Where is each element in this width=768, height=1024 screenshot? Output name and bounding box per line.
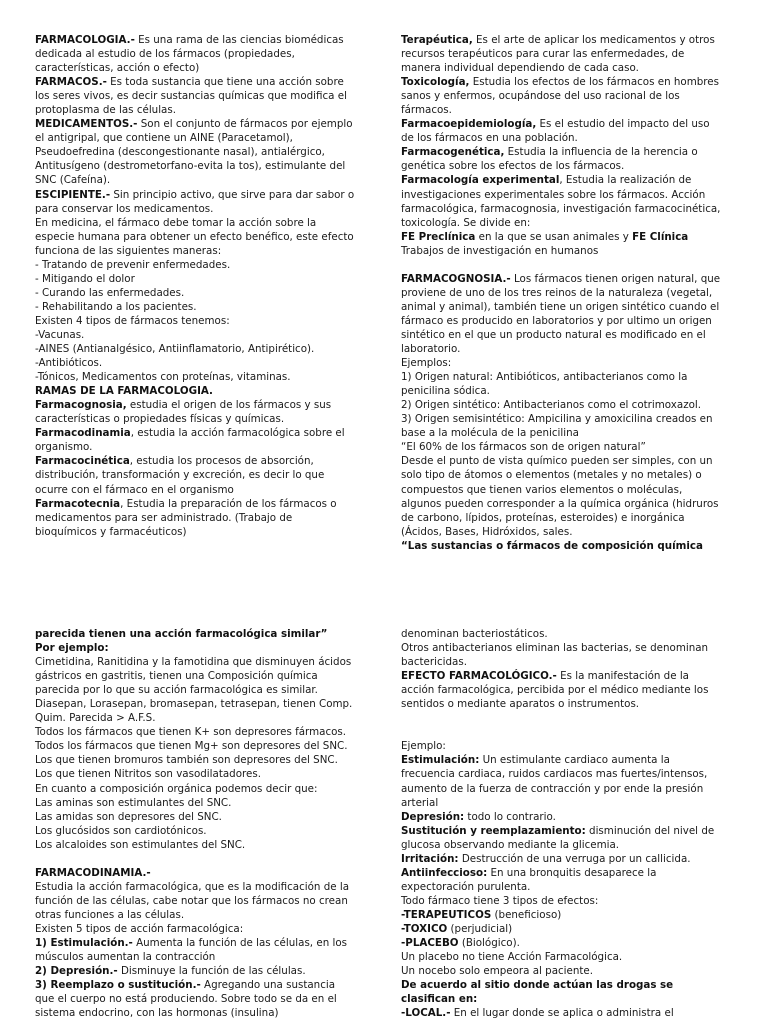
text-run: Antitusígeno (destrometorfano-evita la tos), estimulante del [35, 160, 346, 173]
text-line [35, 75, 370, 89]
text-run: - Mitigando el dolor [35, 272, 135, 285]
text-line [401, 61, 736, 75]
text-line [35, 440, 370, 454]
text-line [401, 964, 736, 978]
bold-text: Farmacotecnia [35, 497, 121, 510]
text-run: manera individual dependiendo de cada caso. [401, 62, 639, 75]
text-line [35, 739, 370, 753]
text-line [35, 258, 370, 272]
bold-text: 3) Reemplazo o sustitución.- [35, 979, 201, 992]
text-line [35, 880, 370, 894]
text-run: para conservar los medicamentos. [35, 202, 214, 215]
text-run: Cimetidina, Ranitidina y la famotidina que disminuyen ácidos [35, 656, 352, 669]
text-line [401, 328, 736, 342]
text-run: , estudia la acción farmacológica sobre el [130, 427, 345, 440]
text-run: Todos los fármacos que tienen K+ son depresores fármacos. [35, 726, 347, 739]
text-line [35, 641, 370, 655]
text-run: laboratorio. [401, 343, 461, 356]
bold-text: Sustitución y reemplazamiento: [401, 824, 586, 837]
text-run: Un nocebo solo empeora al paciente. [401, 965, 594, 978]
text-run: Los que tienen Nitritos son vasodilatadores. [35, 768, 261, 781]
text-line [401, 131, 736, 145]
text-run: Es toda sustancia que tiene una acción sobre [106, 76, 344, 89]
text-run: especie humana para obtener un efecto benéfico, este efecto [35, 230, 354, 243]
text-line [35, 824, 370, 838]
text-line [35, 936, 370, 950]
text-line [401, 314, 736, 328]
text-line [401, 483, 736, 497]
text-line [35, 511, 370, 525]
text-line [401, 412, 736, 426]
text-run: acción farmacológica, percibida por el médico mediante los [401, 684, 709, 697]
text-line [35, 468, 370, 482]
text-line [401, 356, 736, 370]
text-line [401, 202, 736, 216]
text-run: Son el conjunto de fármacos por ejemplo [137, 118, 353, 131]
text-line [35, 61, 370, 75]
bold-text: Antiinfeccioso: [401, 866, 488, 879]
text-line [401, 753, 736, 767]
text-run: 2) Origen sintético: Antibacterianos como el cotrimoxazol. [401, 399, 702, 412]
text-line [401, 244, 736, 258]
text-line [35, 33, 370, 47]
text-line [35, 328, 370, 342]
text-run: Todos los fármacos que tienen Mg+ son depresores del SNC. [35, 740, 348, 753]
text-run: organismo. [35, 441, 93, 454]
text-line [35, 103, 370, 117]
text-line [35, 173, 370, 187]
text-run: medicamentos para ser administrado. (Trabajo de [35, 511, 293, 524]
text-run: Estudia la acción farmacológica, que es la modificación de la [35, 880, 350, 893]
text-run: (perjudicial) [447, 922, 513, 935]
text-run: proviene de uno de los tres reinos de la naturaleza (vegetal, [401, 286, 713, 299]
bold-text: -LOCAL.- [401, 1007, 451, 1020]
text-run: penicilina sódica. [401, 385, 490, 398]
text-run: Ejemplos: [401, 357, 452, 370]
text-line [35, 370, 370, 384]
text-line [35, 525, 370, 539]
text-line [35, 384, 370, 398]
text-line [35, 866, 370, 880]
text-run: de carbono, lípidos, proteínas, esteroides) e inorgánica [401, 511, 685, 524]
text-line [401, 468, 736, 482]
text-run: Estudia los efectos de los fármacos en hombres [469, 76, 719, 89]
text-line [401, 440, 736, 454]
text-run: Existen 5 tipos de acción farmacológica: [35, 922, 244, 935]
text-line [401, 767, 736, 781]
text-run: - Curando las enfermedades. [35, 286, 185, 299]
text-run: arterial [401, 796, 439, 809]
text-line [401, 188, 736, 202]
text-line [35, 286, 370, 300]
bold-text: -TOXICO [401, 922, 448, 935]
text-run: Diasepan, Lorasepan, bromasepan, tetrasepan, tienen Comp. [35, 698, 353, 711]
bold-text: clasifican en: [401, 993, 478, 1006]
text-run: Quim. Parecida > A.F.S. [35, 712, 156, 725]
text-run: Sin principio activo, que sirve para dar sabor o [110, 188, 355, 201]
text-line [35, 216, 370, 230]
text-line [35, 47, 370, 61]
text-run: funciona de las siguientes maneras: [35, 244, 222, 257]
text-line [35, 272, 370, 286]
text-run: -Tónicos, Medicamentos con proteínas, vitaminas. [35, 371, 291, 384]
text-line [35, 838, 370, 852]
text-line [35, 230, 370, 244]
text-line [401, 978, 736, 992]
bold-text: ESCIPIENTE.- [35, 188, 111, 201]
text-run: características, acción o efecto) [35, 62, 200, 75]
text-line [401, 697, 736, 711]
text-line [35, 753, 370, 767]
text-line [401, 89, 736, 103]
text-run: En cuanto a composición orgánica podemos decir que: [35, 782, 318, 795]
text-line [35, 497, 370, 511]
text-run: sistema endocrino, con las hormonas (insulina) [35, 1007, 279, 1020]
text-run: Las aminas son estimulantes del SNC. [35, 796, 232, 809]
text-line [401, 655, 736, 669]
bold-text: -TERAPEUTICOS [401, 908, 492, 921]
bold-text: FE Preclínica [401, 230, 476, 243]
text-line [401, 47, 736, 61]
text-line [401, 342, 736, 356]
text-run: -AINES (Antianalgésico, Antiinflamatorio, Antipirético). [35, 343, 315, 356]
text-run: farmacológica, farmacognosia, investigación farmacocinética, [401, 202, 721, 215]
text-run: de los fármacos en una población. [401, 132, 578, 145]
column-page2-right [401, 627, 736, 1020]
text-line [401, 286, 736, 300]
text-line [35, 412, 370, 426]
bold-text: Irritación: [401, 852, 459, 865]
text-line [35, 117, 370, 131]
text-run: gástricos en gastritis, tienen una Composición química [35, 670, 318, 683]
bold-text: Terapéutica, [401, 34, 473, 46]
text-run: protoplasma de las células. [35, 104, 177, 117]
text-run: Los que tienen bromuros también son depresores del SNC. [35, 754, 338, 767]
text-line [35, 483, 370, 497]
text-run: Todo fármaco tiene 3 tipos de efectos: [401, 894, 599, 907]
text-line [401, 880, 736, 894]
text-run: Ejemplo: [401, 740, 446, 753]
text-line [401, 103, 736, 117]
bold-text: EFECTO FARMACOLÓGICO.- [401, 670, 557, 683]
text-run: , Estudia la realización de [559, 174, 692, 187]
bold-text: FARMACODINAMIA.- [35, 866, 151, 879]
bold-text: De acuerdo al sitio donde actúan las drogas se [401, 979, 674, 992]
text-line [35, 908, 370, 922]
text-line [35, 978, 370, 992]
text-run: Estudia la influencia de la herencia o [504, 146, 698, 159]
text-run: -Vacunas. [35, 328, 85, 341]
text-line [401, 908, 736, 922]
text-run: parecida por lo que su acción farmacológica es similar. [35, 684, 318, 697]
text-run: compuestos que tienen varios elementos o moléculas, [401, 483, 683, 496]
text-line [401, 370, 736, 384]
text-run: (Biológico). [458, 937, 520, 950]
text-run: Destrucción de una verruga por un callicida. [458, 852, 691, 865]
text-line [35, 314, 370, 328]
bold-text: Farmacocinética [35, 455, 130, 468]
text-run: Disminuye la función de las células. [117, 965, 306, 978]
text-line [35, 398, 370, 412]
text-run: Otros antibacterianos eliminan las bacterias, se denominan [401, 642, 709, 655]
text-run: Existen 4 tipos de fármacos tenemos: [35, 314, 230, 327]
text-line [35, 964, 370, 978]
text-line [35, 782, 370, 796]
text-line [35, 342, 370, 356]
text-run: bioquímicos y farmacéuticos) [35, 525, 187, 538]
text-run: el antigripal, que contiene un AINE (Paracetamol), [35, 132, 293, 145]
text-run: Es el arte de aplicar los medicamentos y otros [472, 34, 715, 46]
text-line [401, 173, 736, 187]
text-line [35, 627, 370, 641]
text-line [401, 824, 736, 838]
bold-text: parecida tienen una acción farmacológica similar” [35, 628, 328, 640]
text-run: recursos terapéuticos para curar las enfermedades, de [401, 48, 685, 61]
text-line [401, 384, 736, 398]
text-run: sentidos o mediante aparatos o instrumentos. [401, 698, 640, 711]
text-line [401, 866, 736, 880]
text-run: fármaco es producido en laboratorios y por ultimo un origen [401, 314, 712, 327]
text-run: (Ácidos, Bases, Hidróxidos, sales. [401, 525, 573, 538]
text-run: toxicología. Se divide en: [401, 216, 531, 229]
text-line [35, 145, 370, 159]
text-line [35, 922, 370, 936]
text-run: distribución, transformación y excreción, es decir lo que [35, 469, 325, 482]
text-line [35, 244, 370, 258]
text-run: Los alcaloides son estimulantes del SNC. [35, 838, 246, 851]
text-line [401, 216, 736, 230]
text-run: fármacos. [401, 104, 452, 117]
text-line [401, 511, 736, 525]
text-run: , estudia los procesos de absorción, [129, 455, 314, 468]
bold-text: -PLACEBO [401, 937, 459, 950]
text-line [35, 992, 370, 1006]
text-run: Los glucósidos son cardiotónicos. [35, 824, 207, 837]
bold-text: Farmacoepidemiología, [401, 118, 537, 131]
text-run: en la que se usan animales y [475, 230, 633, 243]
text-run: sintético en el que un producto natural es modificado en el [401, 328, 706, 341]
text-run: denominan bacteriostáticos. [401, 628, 548, 640]
text-run: que el cuerpo no está produciendo. Sobre todo se da en el [35, 993, 337, 1006]
text-run: En una bronquitis desaparece la [487, 866, 657, 879]
text-run: Las amidas son depresores del SNC. [35, 810, 222, 823]
text-run: Pseudoefredina (descongestionante nasal), antialérgico, [35, 146, 325, 159]
text-line [401, 75, 736, 89]
text-run: solo tipo de átomos o elementos (metales y no metales) o [401, 469, 702, 482]
text-line [401, 739, 736, 753]
text-line [35, 1006, 370, 1020]
bold-text: Farmacognosia, [35, 399, 127, 412]
text-run: músculos aumentan la contracción [35, 951, 216, 964]
bold-text: Depresión: [401, 810, 465, 823]
text-line [401, 838, 736, 852]
text-line [35, 356, 370, 370]
text-run: investigaciones experimentales sobre los fármacos. Acción [401, 188, 706, 201]
bold-text: 2) Depresión.- [35, 965, 118, 978]
text-run: genética sobre los efectos de los fármacos. [401, 160, 625, 173]
text-run: ocurre con el fármaco en el organismo [35, 483, 234, 496]
text-run: “El 60% de los fármacos son de origen natural” [401, 441, 646, 454]
text-run: Es la manifestación de la [556, 670, 689, 683]
text-line [35, 810, 370, 824]
text-run: los seres vivos, es decir sustancias químicas que modifica el [35, 90, 347, 103]
text-line [401, 33, 736, 47]
text-run: Agregando una sustancia [200, 979, 336, 992]
text-line [401, 497, 736, 511]
text-line [401, 525, 736, 539]
text-line [401, 539, 736, 553]
text-line [401, 627, 736, 641]
text-run: En medicina, el fármaco debe tomar la acción sobre la [35, 216, 317, 229]
text-line [401, 669, 736, 683]
bold-text: FARMACOGNOSIA.- [401, 272, 511, 285]
text-line [401, 936, 736, 950]
text-run: base a la molécula de la penicilina [401, 427, 579, 440]
bold-text: FARMACOLOGIA.- [35, 34, 135, 46]
text-line [401, 426, 736, 440]
text-line [35, 188, 370, 202]
text-line [401, 1006, 736, 1020]
text-run: algunos pueden corresponder a la química orgánica (hidruros [401, 497, 719, 510]
bold-text: FARMACOS.- [35, 76, 107, 89]
text-run: función de las células, cabe notar que los fármacos no crean [35, 894, 348, 907]
text-run: Los fármacos tienen origen natural, que [510, 272, 721, 285]
text-line [401, 950, 736, 964]
text-run: otras funciones a las células. [35, 908, 185, 921]
text-line [35, 767, 370, 781]
bold-text: “Las sustancias o fármacos de composición química [401, 539, 703, 552]
bold-text: Toxicología, [401, 76, 470, 89]
text-line [35, 655, 370, 669]
bold-text: Farmacogenética, [401, 146, 505, 159]
text-run: En el lugar donde se aplica o administra el [450, 1007, 674, 1020]
text-run: frecuencia cardiaca, ruidos cardiacos mas fuertes/intensos, [401, 768, 708, 781]
bold-text: 1) Estimulación.- [35, 937, 133, 950]
text-run: Un estimulante cardiaco aumenta la [479, 754, 670, 767]
text-run: glucosa observando mediante la glicemia. [401, 838, 620, 851]
text-line [35, 89, 370, 103]
text-line [35, 796, 370, 810]
text-run: expectoración purulenta. [401, 880, 531, 893]
blank-line [401, 725, 736, 739]
bold-text: MEDICAMENTOS.- [35, 118, 138, 131]
text-line [401, 272, 736, 286]
text-run: bactericidas. [401, 656, 467, 669]
text-line [35, 131, 370, 145]
text-line [401, 454, 736, 468]
text-line [401, 159, 736, 173]
text-line [401, 145, 736, 159]
text-run: - Rehabilitando a los pacientes. [35, 300, 197, 313]
text-line [401, 641, 736, 655]
text-run: Es una rama de las ciencias biomédicas [134, 34, 344, 46]
text-run: animal y animal), también tiene un origen sintético cuando el [401, 300, 720, 313]
text-run: -Antibióticos. [35, 357, 103, 370]
bold-text: Por ejemplo: [35, 642, 109, 655]
column-page1-left [35, 33, 370, 539]
text-run: sanos y enfermos, ocupándose del uso racional de los [401, 90, 680, 103]
blank-line [401, 258, 736, 272]
text-line [401, 852, 736, 866]
text-run: , Estudia la preparación de los fármacos o [120, 497, 337, 510]
text-line [401, 398, 736, 412]
text-line [401, 894, 736, 908]
text-line [401, 810, 736, 824]
text-line [401, 796, 736, 810]
text-run: Aumenta la función de las células, en los [132, 937, 348, 950]
bold-text: Estimulación: [401, 754, 480, 767]
text-run: Desde el punto de vista químico pueden ser simples, con un [401, 455, 713, 468]
text-line [401, 300, 736, 314]
text-line [401, 683, 736, 697]
text-run: estudia el origen de los fármacos y sus [126, 399, 332, 412]
bold-text: RAMAS DE LA FARMACOLOGIA. [35, 385, 213, 398]
column-page2-left [35, 627, 370, 1020]
bold-text: Farmacodinamia [35, 427, 131, 440]
text-run: - Tratando de prevenir enfermedades. [35, 258, 231, 271]
text-run: dedicada al estudio de los fármacos (propiedades, [35, 48, 295, 61]
bold-text: Farmacología experimental [401, 174, 560, 187]
blank-line [401, 711, 736, 725]
text-run: aumento de la fuerza de contracción y por ende la presión [401, 782, 704, 795]
text-line [401, 782, 736, 796]
text-run: (beneficioso) [491, 908, 562, 921]
column-page1-right [401, 33, 736, 553]
text-run: Es el estudio del impacto del uso [536, 118, 710, 131]
text-run: Trabajos de investigación en humanos [401, 244, 599, 257]
text-line [35, 683, 370, 697]
text-run: Un placebo no tiene Acción Farmacológica. [401, 951, 623, 964]
text-line [35, 300, 370, 314]
text-line [35, 454, 370, 468]
text-run: 1) Origen natural: Antibióticos, antibacterianos como la [401, 371, 688, 384]
text-line [401, 922, 736, 936]
bold-text: FE Clínica [632, 230, 689, 243]
text-line [35, 669, 370, 683]
text-line [35, 426, 370, 440]
text-run: disminución del nivel de [585, 824, 715, 837]
text-line [35, 202, 370, 216]
blank-line [35, 852, 370, 866]
text-run: características o propiedades físicas y químicas. [35, 413, 285, 426]
text-line [401, 117, 736, 131]
text-line [35, 950, 370, 964]
text-line [35, 159, 370, 173]
text-line [35, 711, 370, 725]
text-run: todo lo contrario. [464, 810, 556, 823]
text-line [35, 894, 370, 908]
text-run: SNC (Cafeína). [35, 174, 111, 187]
text-line [401, 230, 736, 244]
text-line [35, 725, 370, 739]
text-run: 3) Origen semisintético: Ampicilina y amoxicilina creados en [401, 413, 713, 426]
text-line [35, 697, 370, 711]
text-line [401, 992, 736, 1006]
